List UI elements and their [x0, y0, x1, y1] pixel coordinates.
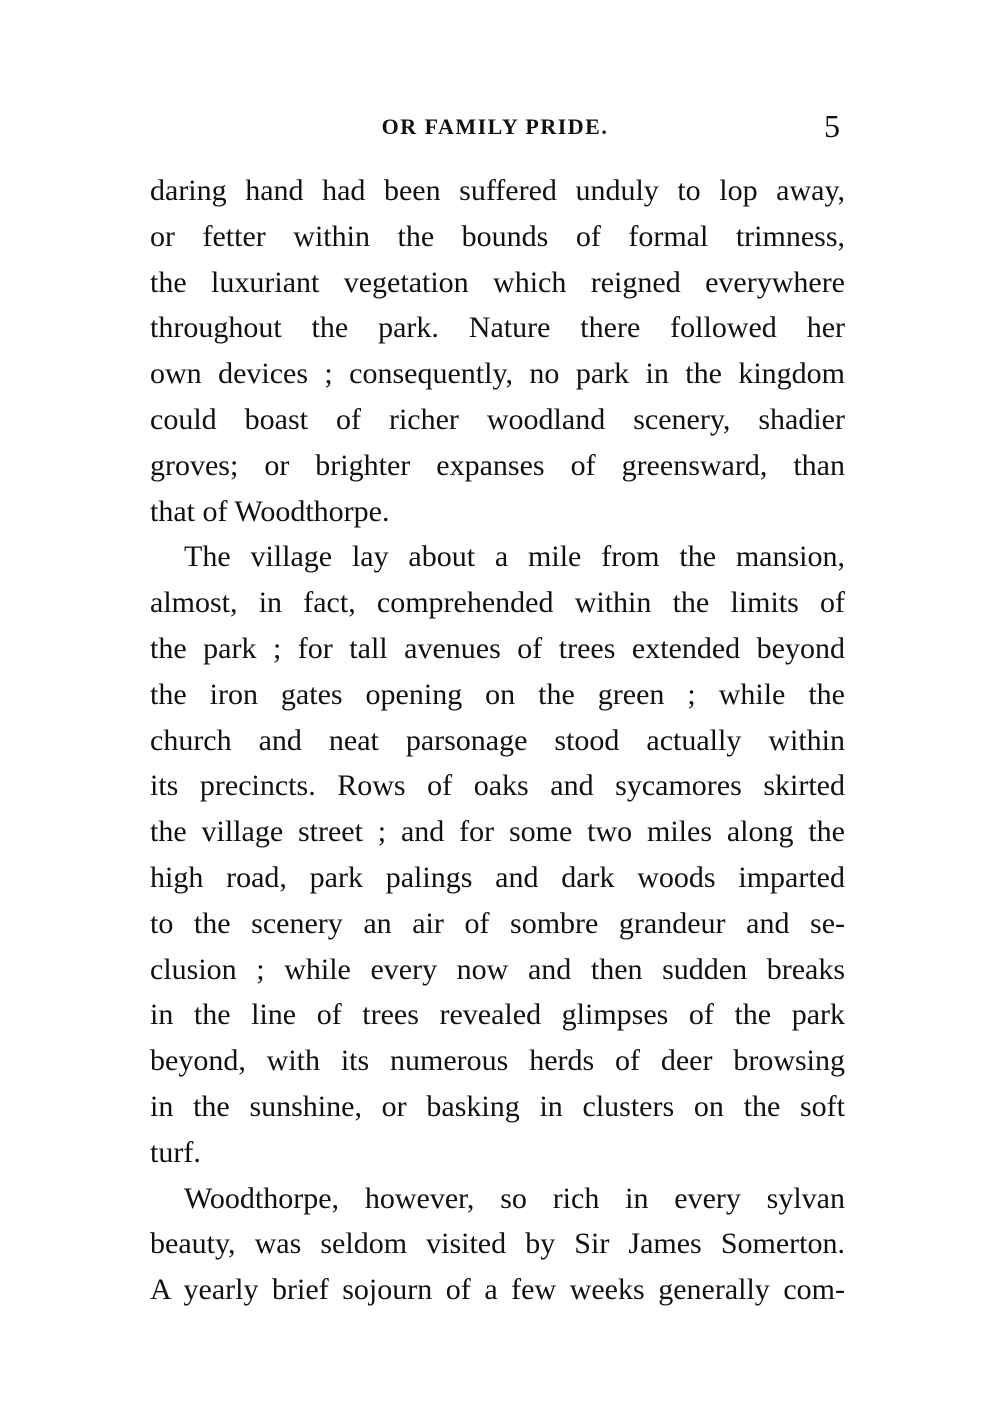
- text-line: daring hand had been suffered unduly to lop away,: [150, 174, 845, 207]
- text-line: own devices ; consequently, no park in the kingdom: [150, 357, 845, 391]
- text-line: the iron gates opening on the green ; while the: [150, 677, 845, 711]
- text-line: could boast of richer woodland scenery, shadier: [150, 402, 845, 436]
- text-line: beyond, with its numerous herds of deer browsing: [150, 1044, 845, 1078]
- text-line: throughout the park. Nature there followed her: [150, 311, 845, 345]
- text-line: in the line of trees revealed glimpses of the park: [150, 998, 845, 1032]
- text-line: to the scenery an air of sombre grandeur and se-: [150, 906, 845, 940]
- body-text: [150, 168, 845, 1313]
- text-line: turf.: [150, 1135, 201, 1169]
- text-line: that of Woodthorpe.: [150, 494, 390, 528]
- text-line: the park ; for tall avenues of trees extended beyond: [150, 631, 845, 665]
- running-header: [150, 108, 840, 148]
- paragraph-1: [150, 168, 845, 534]
- text-line: groves; or brighter expanses of greensward, than: [150, 448, 845, 482]
- paragraph-3: [150, 1176, 845, 1313]
- paragraph-2: [150, 534, 845, 1175]
- text-line: beauty, was seldom visited by Sir James Somerton.: [150, 1227, 845, 1261]
- text-line: or fetter within the bounds of formal trimness,: [150, 219, 845, 253]
- text-line: the luxuriant vegetation which reigned everywhere: [150, 265, 845, 299]
- text-line: A yearly brief sojourn of a few weeks generally com-: [150, 1273, 845, 1307]
- text-line: The village lay about a mile from the mansion,: [184, 540, 845, 574]
- text-line: Woodthorpe, however, so rich in every sylvan: [184, 1181, 845, 1215]
- running-title: OR FAMILY PRIDE.: [381, 114, 609, 139]
- text-line: its precincts. Rows of oaks and sycamores skirted: [150, 769, 845, 803]
- text-line: clusion ; while every now and then sudden breaks: [150, 952, 845, 986]
- text-line: high road, park palings and dark woods imparted: [150, 860, 845, 894]
- text-line: almost, in fact, comprehended within the limits of: [150, 586, 845, 620]
- text-line: church and neat parsonage stood actually within: [150, 723, 845, 757]
- page-number: 5: [824, 108, 840, 144]
- text-line: in the sunshine, or basking in clusters on the soft: [150, 1089, 845, 1123]
- text-line: the village street ; and for some two miles along the: [150, 815, 845, 849]
